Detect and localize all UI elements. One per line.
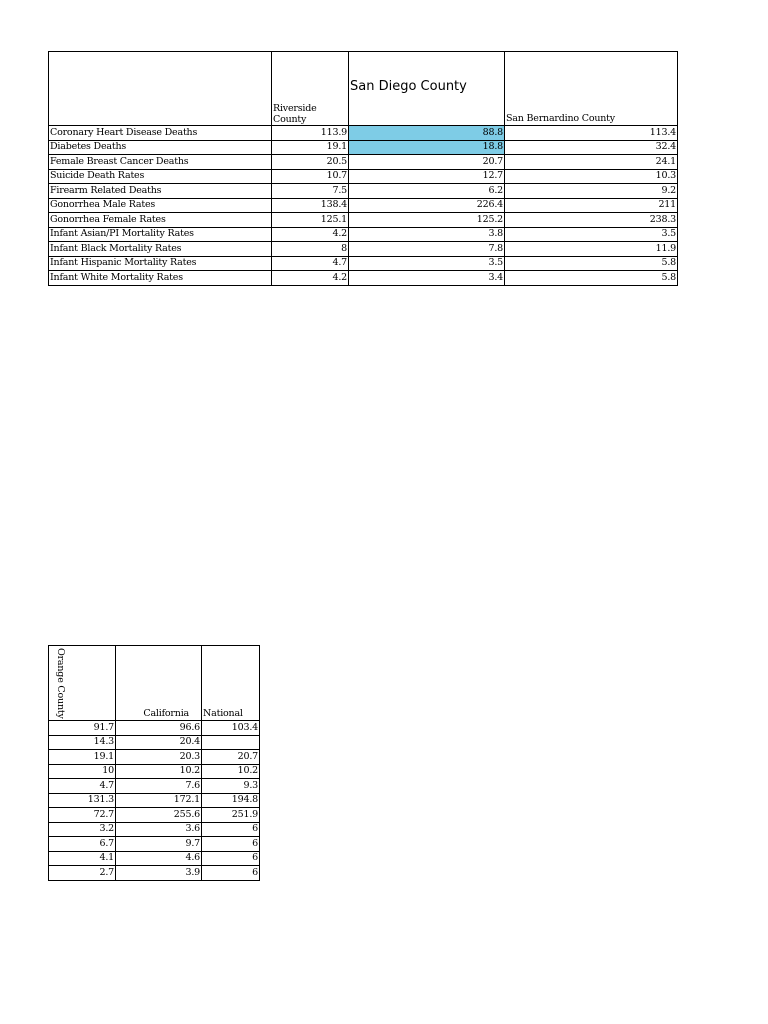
- riverside-value-cell[interactable]: 4.2: [272, 227, 349, 242]
- header-san-bernardino-county[interactable]: San Bernardino County: [505, 52, 678, 126]
- san-bernardino-value-cell[interactable]: 3.5: [505, 227, 678, 242]
- national-value-cell[interactable]: 251.9: [202, 808, 260, 823]
- table-row: [49, 242, 678, 257]
- national-value-cell[interactable]: 6: [202, 822, 260, 837]
- riverside-value-cell[interactable]: 8: [272, 242, 349, 257]
- california-value-cell[interactable]: 10.2: [116, 764, 202, 779]
- row-label-cell[interactable]: Infant Hispanic Mortality Rates: [49, 256, 272, 271]
- san-bernardino-value-cell[interactable]: 9.2: [505, 184, 678, 199]
- header-blank-cell[interactable]: [49, 52, 272, 126]
- national-value-cell[interactable]: 6: [202, 851, 260, 866]
- table-row: [49, 126, 678, 141]
- san-bernardino-value-cell[interactable]: 10.3: [505, 169, 678, 184]
- san-diego-value-cell[interactable]: 6.2: [349, 184, 505, 199]
- header-orange-label: Orange County: [55, 648, 66, 719]
- table-row: [49, 140, 678, 155]
- san-bernardino-value-cell[interactable]: 24.1: [505, 155, 678, 170]
- california-value-cell[interactable]: 7.6: [116, 779, 202, 794]
- orange-value-cell[interactable]: 4.1: [49, 851, 116, 866]
- san-diego-value-cell[interactable]: 3.5: [349, 256, 505, 271]
- riverside-value-cell[interactable]: 138.4: [272, 198, 349, 213]
- table-row: [49, 837, 260, 852]
- san-bernardino-value-cell[interactable]: 5.8: [505, 256, 678, 271]
- national-value-cell[interactable]: 20.7: [202, 750, 260, 765]
- orange-value-cell[interactable]: 6.7: [49, 837, 116, 852]
- orange-value-cell[interactable]: 91.7: [49, 721, 116, 736]
- table-row: [49, 793, 260, 808]
- california-value-cell[interactable]: 96.6: [116, 721, 202, 736]
- row-label-cell[interactable]: Coronary Heart Disease Deaths: [49, 126, 272, 141]
- san-diego-value-cell[interactable]: 7.8: [349, 242, 505, 257]
- california-value-cell[interactable]: 20.4: [116, 735, 202, 750]
- san-diego-value-cell[interactable]: 226.4: [349, 198, 505, 213]
- orange-value-cell[interactable]: 2.7: [49, 866, 116, 881]
- table-row: [49, 198, 678, 213]
- riverside-value-cell[interactable]: 19.1: [272, 140, 349, 155]
- header-orange-county[interactable]: [49, 646, 116, 721]
- riverside-value-cell[interactable]: 7.5: [272, 184, 349, 199]
- header-san-diego-label: San Diego County: [350, 78, 467, 94]
- table-row: [49, 822, 260, 837]
- california-value-cell[interactable]: 20.3: [116, 750, 202, 765]
- national-value-cell[interactable]: 194.8: [202, 793, 260, 808]
- san-diego-value-cell[interactable]: 125.2: [349, 213, 505, 228]
- table-header-row: [49, 646, 260, 721]
- table-row: [49, 169, 678, 184]
- header-san-diego-county[interactable]: [349, 52, 505, 126]
- row-label-cell[interactable]: Suicide Death Rates: [49, 169, 272, 184]
- california-value-cell[interactable]: 9.7: [116, 837, 202, 852]
- san-bernardino-value-cell[interactable]: 32.4: [505, 140, 678, 155]
- riverside-value-cell[interactable]: 113.9: [272, 126, 349, 141]
- national-value-cell[interactable]: 103.4: [202, 721, 260, 736]
- table-row: [49, 184, 678, 199]
- riverside-value-cell[interactable]: 20.5: [272, 155, 349, 170]
- row-label-cell[interactable]: Infant Asian/PI Mortality Rates: [49, 227, 272, 242]
- table-row: [49, 779, 260, 794]
- row-label-cell[interactable]: Gonorrhea Female Rates: [49, 213, 272, 228]
- national-value-cell[interactable]: 9.3: [202, 779, 260, 794]
- san-bernardino-value-cell[interactable]: 113.4: [505, 126, 678, 141]
- national-value-cell[interactable]: 10.2: [202, 764, 260, 779]
- table-row: [49, 155, 678, 170]
- riverside-value-cell[interactable]: 10.7: [272, 169, 349, 184]
- san-diego-value-cell[interactable]: 20.7: [349, 155, 505, 170]
- san-bernardino-value-cell[interactable]: 11.9: [505, 242, 678, 257]
- national-value-cell[interactable]: [202, 735, 260, 750]
- mortality-table-bottom: [48, 645, 260, 881]
- san-bernardino-value-cell[interactable]: 211: [505, 198, 678, 213]
- row-label-cell[interactable]: Female Breast Cancer Deaths: [49, 155, 272, 170]
- california-value-cell[interactable]: 4.6: [116, 851, 202, 866]
- row-label-cell[interactable]: Diabetes Deaths: [49, 140, 272, 155]
- table-row: [49, 256, 678, 271]
- row-label-cell[interactable]: Infant White Mortality Rates: [49, 271, 272, 286]
- national-value-cell[interactable]: 6: [202, 866, 260, 881]
- table-row: [49, 213, 678, 228]
- table-header-row: [49, 52, 678, 126]
- california-value-cell[interactable]: 3.6: [116, 822, 202, 837]
- san-bernardino-value-cell[interactable]: 5.8: [505, 271, 678, 286]
- national-value-cell[interactable]: 6: [202, 837, 260, 852]
- table-row: [49, 808, 260, 823]
- orange-value-cell[interactable]: 14.3: [49, 735, 116, 750]
- row-label-cell[interactable]: Gonorrhea Male Rates: [49, 198, 272, 213]
- san-diego-value-cell[interactable]: 3.8: [349, 227, 505, 242]
- orange-value-cell[interactable]: 131.3: [49, 793, 116, 808]
- orange-value-cell[interactable]: 72.7: [49, 808, 116, 823]
- row-label-cell[interactable]: Infant Black Mortality Rates: [49, 242, 272, 257]
- table-row: [49, 735, 260, 750]
- header-riverside-county[interactable]: Riverside County: [272, 52, 349, 126]
- table-row: [49, 750, 260, 765]
- orange-value-cell[interactable]: 4.7: [49, 779, 116, 794]
- san-diego-value-cell[interactable]: 3.4: [349, 271, 505, 286]
- california-value-cell[interactable]: 255.6: [116, 808, 202, 823]
- california-value-cell[interactable]: 172.1: [116, 793, 202, 808]
- san-bernardino-value-cell[interactable]: 238.3: [505, 213, 678, 228]
- orange-value-cell[interactable]: 10: [49, 764, 116, 779]
- row-label-cell[interactable]: Firearm Related Deaths: [49, 184, 272, 199]
- header-california[interactable]: California: [116, 646, 202, 721]
- san-diego-value-cell[interactable]: 18.8: [349, 140, 505, 155]
- orange-value-cell[interactable]: 3.2: [49, 822, 116, 837]
- table-row: [49, 721, 260, 736]
- table-row: [49, 764, 260, 779]
- california-value-cell[interactable]: 3.9: [116, 866, 202, 881]
- mortality-table-top: [48, 51, 678, 286]
- riverside-value-cell[interactable]: 125.1: [272, 213, 349, 228]
- table-row: [49, 227, 678, 242]
- san-diego-value-cell[interactable]: 12.7: [349, 169, 505, 184]
- table-row: [49, 851, 260, 866]
- table-row: [49, 271, 678, 286]
- header-national[interactable]: National: [202, 646, 260, 721]
- san-diego-value-cell[interactable]: 88.8: [349, 126, 505, 141]
- orange-value-cell[interactable]: 19.1: [49, 750, 116, 765]
- table-row: [49, 866, 260, 881]
- riverside-value-cell[interactable]: 4.2: [272, 271, 349, 286]
- riverside-value-cell[interactable]: 4.7: [272, 256, 349, 271]
